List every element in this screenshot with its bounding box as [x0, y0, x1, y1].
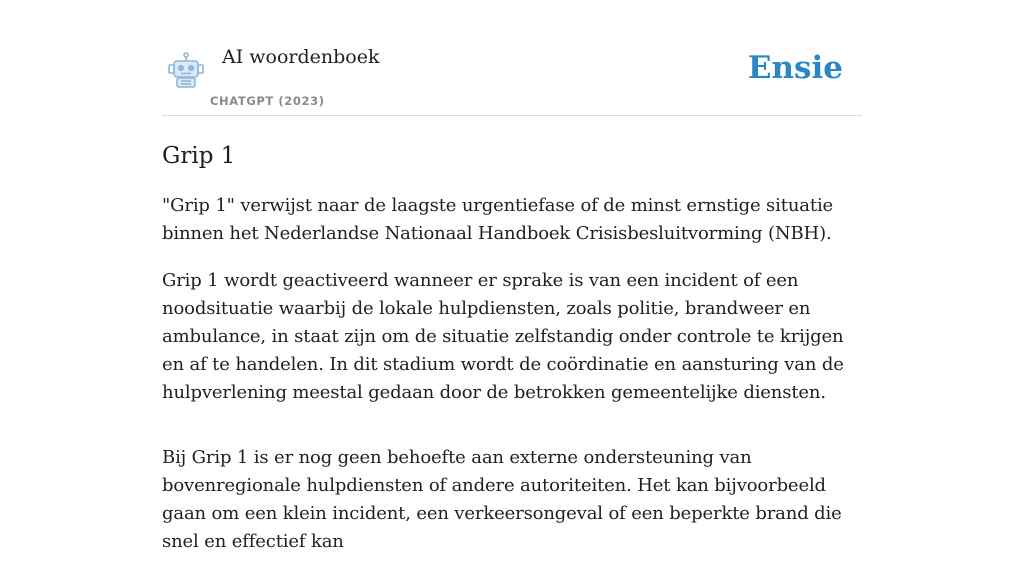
- entry-term: Grip 1: [162, 143, 236, 169]
- page-container: [162, 0, 862, 575]
- definition-paragraph: Bij Grip 1 is er nog geen behoefte aan externe ondersteuning van bovenregionale hulpdiensten of andere autoriteiten. Het kan bijvoorbeeld gaan om een klein incident, een verkeersongeval of een beperkte brand die snel en effectief kan: [162, 447, 842, 552]
- dictionary-title[interactable]: AI woordenboek: [222, 46, 380, 68]
- dictionary-source: CHATGPT (2023): [210, 94, 325, 108]
- definition-paragraph: Grip 1 wordt geactiveerd wanneer er sprake is van een incident of een noodsituatie waarbij de lokale hulpdiensten, zoals politie, brandweer en ambulance, in staat zijn om de situatie zelfstandig onder controle te krijgen en af te handelen. In dit stadium wordt de coördinatie en aansturing van de hulpverlening meestal gedaan door de betrokken gemeentelijke diensten.: [162, 270, 844, 403]
- dictionary-header: [162, 0, 862, 116]
- ensie-logo-link[interactable]: Ensie: [747, 50, 843, 86]
- entry-definition: [162, 192, 862, 556]
- definition-paragraph: "Grip 1" verwijst naar de laagste urgentiefase of de minst ernstige situatie binnen het Nederlandse Nationaal Handboek Crisisbesluitvorming (NBH).: [162, 195, 834, 244]
- robot-icon: [166, 52, 206, 90]
